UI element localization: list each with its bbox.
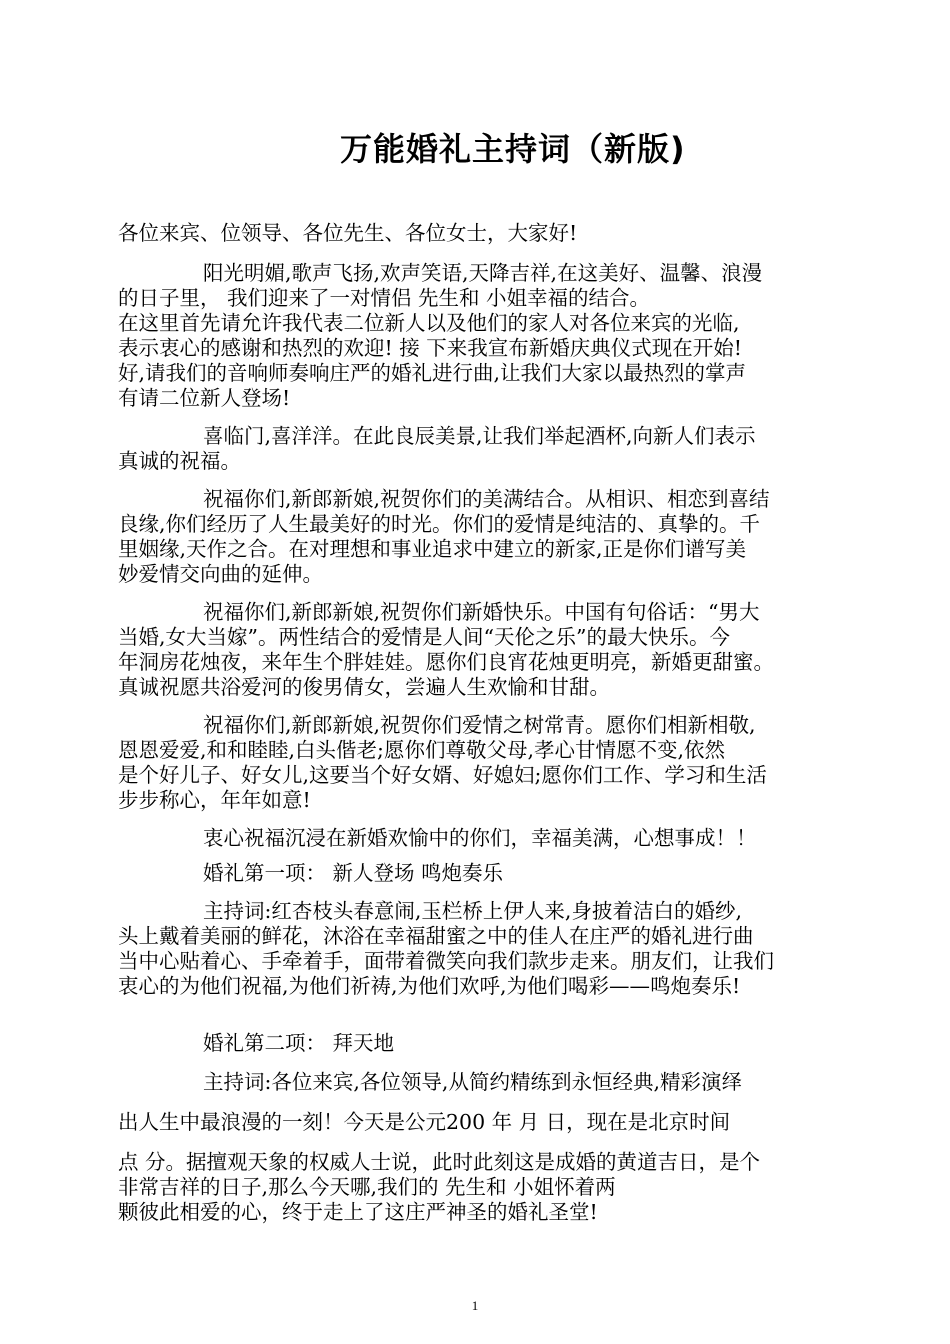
paragraph-line: 步步称心，年年如意! bbox=[118, 788, 311, 812]
paragraph-line: 祝福你们,新郎新娘,祝贺你们的美满结合。从相识、相恋到喜结 bbox=[203, 487, 770, 511]
paragraph-line: 好,请我们的音响师奏响庄严的婚礼进行曲,让我们大家以最热烈的掌声 bbox=[118, 361, 747, 385]
paragraph-line: 是个好儿子、好女儿,这要当个好女婿、好媳妇;愿你们工作、学习和生活 bbox=[118, 763, 767, 787]
paragraph-line: 祝福你们,新郎新娘,祝贺你们爱情之树常青。愿你们相新相敬, bbox=[203, 713, 756, 737]
paragraph-line: 祝福你们,新郎新娘,祝贺你们新婚快乐。中国有句俗话：“男大 bbox=[203, 600, 760, 624]
greeting-line: 各位来宾、位领导、各位先生、各位女士，大家好! bbox=[118, 221, 578, 245]
paragraph-line: 当中心贴着心、手牵着手，面带着微笑向我们款步走来。朋友们，让我们 bbox=[118, 949, 774, 973]
paragraph-line: 的日子里， 我们迎来了一对情侣 先生和 小姐幸福的结合。 bbox=[118, 286, 651, 310]
paragraph-line: 头上戴着美丽的鲜花，沐浴在幸福甜蜜之中的佳人在庄严的婚礼进行曲 bbox=[118, 924, 754, 948]
paragraph-line: 表示衷心的感谢和热烈的欢迎! 接 下来我宣布新婚庆典仪式现在开始! bbox=[118, 336, 743, 360]
section-heading: 婚礼第二项： 拜天地 bbox=[203, 1031, 395, 1055]
paragraph-line: 出人生中最浪漫的一刻！今天是公元200 年 月 日，现在是北京时间 bbox=[118, 1110, 731, 1134]
paragraph-line: 颗彼此相爱的心，终于走上了这庄严神圣的婚礼圣堂! bbox=[118, 1200, 598, 1224]
paragraph-line: 良缘,你们经历了人生最美好的时光。你们的爱情是纯洁的、真挚的。千 bbox=[118, 512, 761, 536]
paragraph-line: 在这里首先请允许我代表二位新人以及他们的家人对各位来宾的光临, bbox=[118, 311, 740, 335]
paragraph-line: 喜临门,喜洋洋。在此良辰美景,让我们举起酒杯,向新人们表示 bbox=[203, 424, 756, 448]
document-title: 万能婚礼主持词（新版) bbox=[340, 130, 686, 168]
paragraph-line: 阳光明媚,歌声飞扬,欢声笑语,天降吉祥,在这美好、温馨、浪漫 bbox=[203, 261, 763, 285]
paragraph-line: 真诚的祝福。 bbox=[118, 449, 241, 473]
page-number: 1 bbox=[471, 1298, 479, 1313]
paragraph-line: 年洞房花烛夜，来年生个胖娃娃。愿你们良宵花烛更明亮，新婚更甜蜜。 bbox=[118, 650, 774, 674]
section-heading: 婚礼第一项： 新人登场 鸣炮奏乐 bbox=[203, 861, 504, 885]
paragraph-line: 恩恩爱爱,和和睦睦,白头偕老;愿你们尊敬父母,孝心甘情愿不变,依然 bbox=[118, 738, 725, 762]
paragraph-line: 点 分。据擅观天象的权威人士说，此时此刻这是成婚的黄道吉日，是个 bbox=[118, 1150, 761, 1174]
paragraph-line: 妙爱情交向曲的延伸。 bbox=[118, 562, 323, 586]
paragraph-line: 真诚祝愿共浴爱河的俊男倩女，尝遍人生欢愉和甘甜。 bbox=[118, 675, 610, 699]
paragraph-line: 有请二位新人登场! bbox=[118, 386, 291, 410]
paragraph-line: 主持词:各位来宾,各位领导,从简约精练到永恒经典,精彩演绎 bbox=[203, 1070, 742, 1094]
paragraph-line: 衷心祝福沉浸在新婚欢愉中的你们，幸福美满，心想事成！！ bbox=[203, 826, 757, 850]
paragraph-line: 主持词:红杏枝头春意闹,玉栏桥上伊人来,身披着洁白的婚纱, bbox=[203, 899, 742, 923]
paragraph-line: 衷心的为他们祝福,为他们祈祷,为他们欢呼,为他们喝彩——鸣炮奏乐! bbox=[118, 974, 741, 998]
paragraph-line: 里姻缘,天作之合。在对理想和事业追求中建立的新家,正是你们谱写美 bbox=[118, 537, 747, 561]
paragraph-line: 非常吉祥的日子,那么今天哪,我们的 先生和 小姐怀着两 bbox=[118, 1175, 616, 1199]
paragraph-line: 当婚,女大当嫁”。两性结合的爱情是人间“天伦之乐”的最大快乐。今 bbox=[118, 625, 730, 649]
